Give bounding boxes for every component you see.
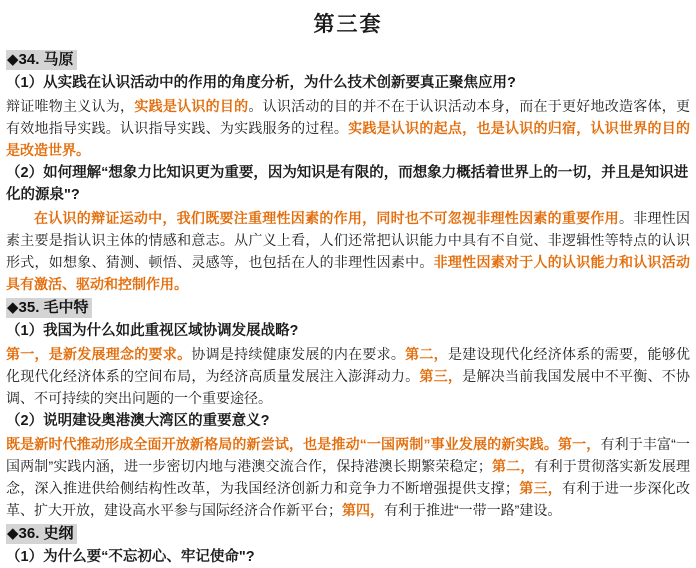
question-text: （1）从实践在认识活动中的作用的角度分析，为什么技术创新要真正聚焦应用? (6, 75, 516, 91)
accent-text: 第三， (419, 368, 463, 384)
accent-text: 第一，是新发展理念的要求。 (6, 346, 192, 362)
question-text: （1）为什么要“不忘初心、牢记使命"? (6, 549, 255, 565)
question-text: （1）我国为什么如此重视区域协调发展战略? (6, 323, 299, 339)
section-heading-row (6, 298, 690, 318)
accent-text: 实践是认识的起点，也是认识的归宿，认识世界的目的是改造世界。 (6, 120, 691, 158)
accent-text: 第三， (518, 480, 562, 496)
body-text: 有利于丰富“一国两制”实践内涵，进一步密切内地与港澳交流合作，保持港澳长期繁荣稳定； (6, 436, 690, 474)
body-text: 。认识活动的目的并不在于认识活动本身，而在于更好地改造客体，更有效地指导实践。认识指导实践、为实践服务的过程。 (6, 98, 691, 136)
accent-text: 实践是认识的目的 (134, 98, 249, 114)
section-heading: ◆36. 史纲 (6, 524, 77, 544)
question-text: （2）说明建设奥港澳大湾区的重要意义? (6, 413, 270, 429)
accent-text: 既是新时代推动形成全面开放新格局的新尝试，也是推动“一国两制”事业发展的新实践。第一， (6, 436, 601, 452)
answer-paragraph (6, 343, 690, 409)
body-text: 协调是持续健康发展的内在要求。 (191, 346, 406, 362)
section-heading-row (6, 50, 690, 70)
body-text: 是解决当前我国发展中不平衡、不协调、不可持续的突出问题的一个重要途径。 (6, 368, 691, 406)
body-text: 是建设现代化经济体系的需要，能够优化现代化经济体系的空间布局，为经济高质量发展注入澎湃动力。 (6, 346, 691, 384)
question-text: （2）如何理解“想象力比知识更为重要，因为知识是有限的，而想象力概括着世界上的一切，并且是知识进化的源泉"? (6, 165, 689, 203)
page-title: 第三套 (313, 13, 383, 36)
accent-text: 第四， (342, 502, 384, 518)
body-text: 。非理性因素主要是指认识主体的情感和意志。从广义上看，人们还常把认识能力中具有不自觉、非逻辑性等特点的认识形式，如想象、猜测、顿悟、灵感等，也包括在人的非理性因素中。 (6, 210, 691, 270)
accent-text: 在认识的辩证运动中，我们既要注重理性因素的作用，同时也不可忽视非理性因素的重要作用 (34, 210, 619, 226)
body-text: 有利于进一步深化改革、扩大开放，建设高水平参与国际经济合作新平台； (6, 480, 691, 518)
accent-text: 非理性因素对于人的认识能力和认识活动具有激活、驱动和控制作用。 (6, 254, 691, 292)
answer-paragraph (6, 433, 690, 521)
accent-text: 第二， (491, 458, 535, 474)
section-heading: ◆34. 马原 (6, 50, 77, 70)
section-heading-row (6, 524, 690, 544)
answer-paragraph (6, 207, 690, 295)
accent-text: 第二， (405, 346, 448, 362)
body-text: 辩证唯物主义认为， (6, 98, 135, 114)
body-text: 有利于贯彻落实新发展理念，深入推进供给侧结构性改革，为我国经济创新力和竞争力不断增强提供支撑； (6, 458, 691, 496)
document-body (6, 50, 690, 568)
body-text: 有利于推进“一带一路”建设。 (384, 502, 562, 518)
answer-paragraph (6, 95, 690, 161)
section-heading: ◆35. 毛中特 (6, 298, 92, 318)
